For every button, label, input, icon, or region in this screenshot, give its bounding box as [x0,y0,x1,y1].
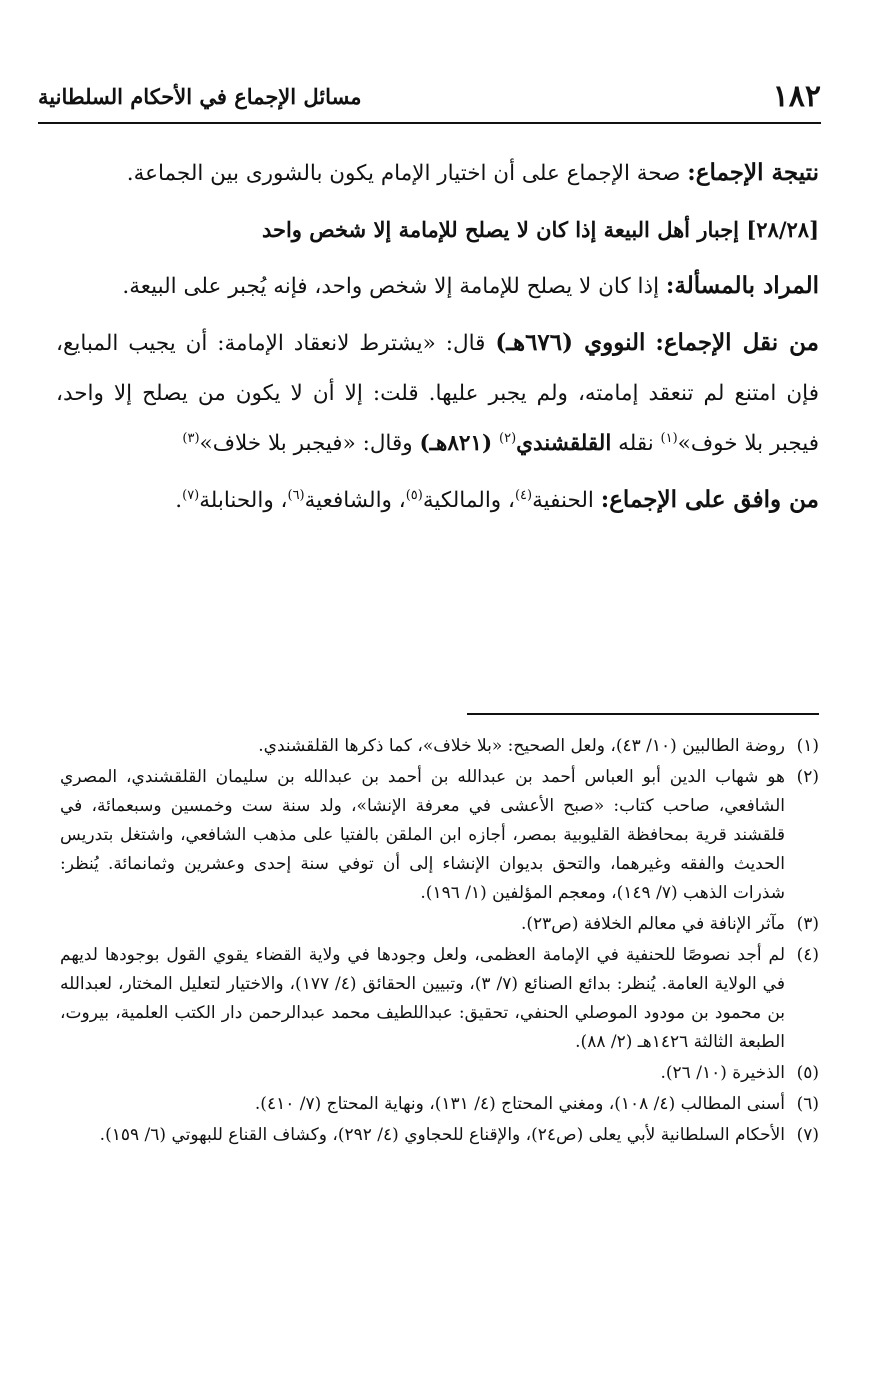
meaning-label: المراد بالمسألة: [665,272,819,299]
meaning-text: إذا كان لا يصلح للإمامة إلا شخص واحد، فإنه يُجبر على البيعة. [122,274,660,299]
footnote-5 [60,1059,819,1088]
footnote-text: روضة الطالبين (١٠/ ٤٣)، ولعل الصحيح: «بلا خلاف»، كما ذكرها القلقشندي. [258,736,785,756]
hanbali-text: ، والحنابلة [199,488,288,513]
qalqashandi-year: (٨٢١هـ) [419,431,493,456]
running-title: مسائل الإجماع في الأحكام السلطانية [38,83,362,109]
page-number: ١٨٢ [772,78,821,114]
qalqashandi-name: القلقشندي [516,431,612,456]
footnote-number: (٤) [796,945,819,965]
nawawi-name: النووي (٦٧٦هـ) [495,329,646,356]
hanafi-text: الحنفية [532,488,594,513]
footnote-divider [467,713,819,715]
page-header [38,70,821,124]
footnote-text: أسنى المطالب (٤/ ١٠٨)، ومغني المحتاج (٤/ ١٣١)، ونهاية المحتاج (٧/ ٤١٠). [254,1094,785,1114]
footnote-1 [60,732,819,761]
footnote-text: الأحكام السلطانية لأبي يعلى (ص٢٤)، والإقناع للحجاوي (٤/ ٢٩٢)، وكشاف القناع للبهوتي (٦/ ١٥٩). [99,1125,785,1145]
footnote-2 [60,763,819,908]
footnote-ref-2[interactable]: (٢) [499,430,517,446]
footnote-number: (٣) [796,914,819,934]
footnote-number: (٢) [796,767,819,787]
footnote-ref-1[interactable]: (١) [660,430,678,446]
meaning-paragraph [56,261,819,312]
nawawi-quote: قال: «يشترط لانعقاد الإمامة: أن يجيب المبايع، فإن امتنع لم تنعقد إمامته، ولم يجبر عليها. قلت: إلا أن لا يكون من يصلح إلا واحد، فيجبر بلا خوف» [56,331,819,456]
agreement-label: من وافق على الإجماع: [600,486,819,513]
agreement-end: . [175,488,183,513]
result-text: صحة الإجماع على أن اختيار الإمام يكون بالشورى بين الجماعة. [126,161,681,186]
footnote-ref-6[interactable]: (٦) [287,487,305,503]
footnote-number: (١) [796,736,819,756]
footnotes [60,732,819,1152]
footnote-6 [60,1090,819,1119]
footnote-ref-4[interactable]: (٤) [514,487,533,503]
footnote-text: الذخيرة (١٠/ ٢٦). [660,1063,785,1083]
qalqashandi-quote: وقال: «فيجبر بلا خلاف» [199,431,413,456]
main-text [56,148,819,532]
footnote-number: (٧) [796,1125,819,1145]
agreement-paragraph [56,475,819,526]
footnote-ref-5[interactable]: (٥) [405,487,423,503]
transmitters-paragraph [56,318,819,469]
footnote-number: (٦) [796,1094,819,1114]
footnote-4 [60,941,819,1057]
transmitters-label: من نقل الإجماع: [655,329,819,356]
footnote-text: مآثر الإنافة في معالم الخلافة (ص٢٣). [520,914,785,934]
footnote-ref-3[interactable]: (٣) [182,430,200,446]
footnote-number: (٥) [796,1063,819,1083]
footnote-3 [60,910,819,939]
footnote-ref-7[interactable]: (٧) [182,487,200,503]
relay-text: نقله [618,431,654,456]
issue-heading: [٢٨/٢٨] إجبار أهل البيعة إذا كان لا يصلح للإمامة إلا شخص واحد [261,217,819,242]
footnote-text: هو شهاب الدين أبو العباس أحمد بن عبدالله بن أحمد بن عبدالله بن سليمان القلقشندي، المصري الشافعي، صاحب كتاب: «صبح الأعشى في معرفة الإنشا»، ولد سنة ست وخمسين وسبعمائة، في قلقشند قرية بمحافظة القليوبية بمصر، أجازه ابن الملقن بالفتيا على مذهب الشافعي، واشتغل بتدريس الحديث والفقه وغيرهما، والتحق بديوان الإنشاء إلى أن توفي سنة إحدى وعشرين وثمانمائة. يُنظر: شذرات الذهب (٧/ ١٤٩)، ومعجم المؤلفين (١/ ١٩٦). [60,767,785,903]
footnote-7 [60,1121,819,1150]
result-paragraph [56,148,819,199]
result-label: نتيجة الإجماع: [687,159,819,186]
maliki-text: ، والمالكية [422,488,515,513]
footnote-text: لم أجد نصوصًا للحنفية في الإمامة العظمى، ولعل وجودها في ولاية القضاء يقوي القول بوجودها لديهم في الولاية العامة. يُنظر: بدائع الصنائع (٧/ ٣)، وتبيين الحقائق (٤/ ١٧٧)، والاختيار لتعليل المختار، لعبدالله بن محمود بن مودود الموصلي الحنفي، تحقيق: عبداللطيف محمد عبدالرحمن دار الكتب العلمية، بيروت، الطبعة الثالثة ١٤٢٦هـ (٢/ ٨٨). [60,945,785,1052]
shafii-text: ، والشافعية [304,488,406,513]
